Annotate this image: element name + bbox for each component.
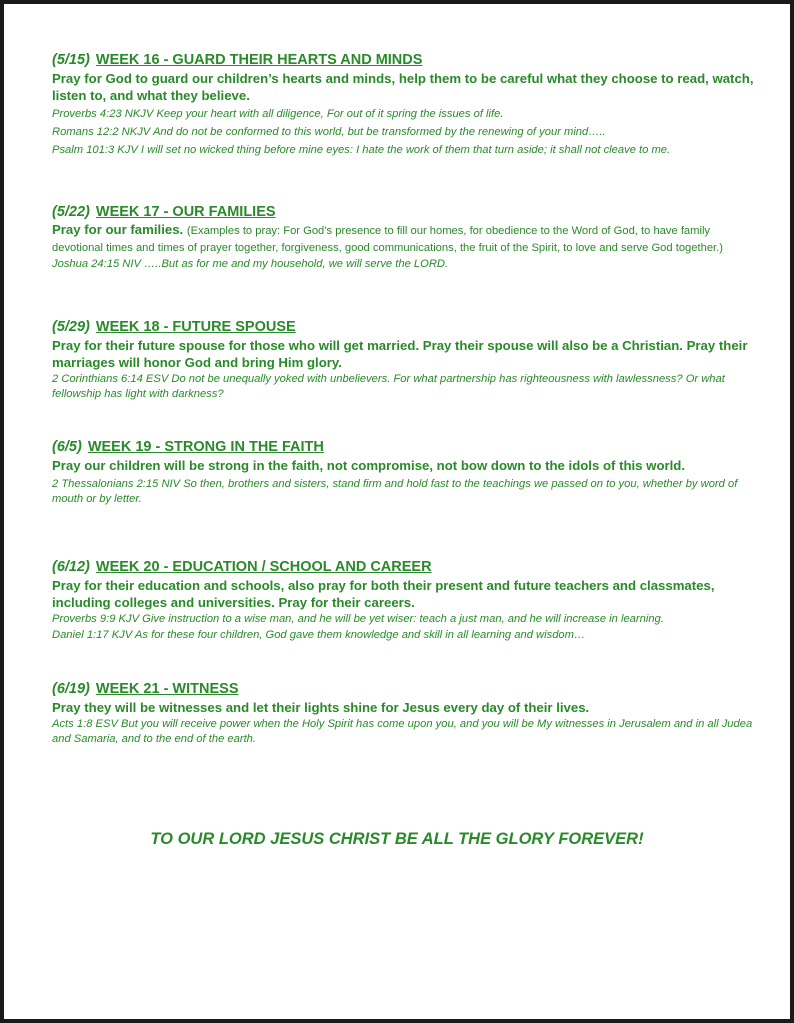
- section-prayer: [52, 222, 762, 256]
- prayer-note: (Examples to pray: For God’s presence to fill our homes, for obedience to the Word of God, to have family devotional times and times of prayer together, forgiveness, good communications, the fruit of the Spirit, to love and serve God together.): [52, 225, 723, 254]
- prayer-lead: Pray for our families.: [52, 222, 184, 237]
- section-prayer: Pray they will be witnesses and let their lights shine for Jesus every day of their lives.: [52, 700, 590, 715]
- verse: Joshua 24:15 NIV …..But as for me and my household, we will serve the LORD.: [52, 258, 449, 270]
- section-prayer: Pray for their education and schools, also pray for both their present and future teachers and classmates, including colleges and universities. Pray for their careers.: [52, 578, 715, 610]
- section-title: WEEK 18 - FUTURE SPOUSE: [95, 319, 296, 335]
- verse: 2 Corinthians 6:14 ESV Do not be unequally yoked with unbelievers. For what partnership has righteousness with lawlessness? Or what fellowship has light with darkness?: [52, 373, 725, 400]
- verse: 2 Thessalonians 2:15 NIV So then, brothers and sisters, stand firm and hold fast to the teachings we passed on to you, whether by word of mouth or by letter.: [52, 478, 738, 505]
- section-heading: [52, 681, 762, 698]
- verse: Proverbs 4:23 NKJV Keep your heart with all diligence, For out of it spring the issues of life.: [52, 108, 504, 120]
- verse: Romans 12:2 NKJV And do not be conformed to this world, but be transformed by the renewing of your mind…..: [52, 126, 606, 138]
- section-date: (5/15): [52, 52, 90, 68]
- section-heading: [52, 204, 762, 221]
- section-week-17: [52, 204, 762, 272]
- section-date: (6/19): [52, 681, 90, 697]
- section-title: WEEK 20 - EDUCATION / SCHOOL AND CAREER: [95, 559, 432, 575]
- section-date: (5/22): [52, 204, 90, 220]
- section-date: (5/29): [52, 319, 90, 335]
- section-prayer: Pray our children will be strong in the faith, not compromise, not bow down to the idols of this world.: [52, 458, 686, 473]
- section-title: WEEK 19 - STRONG IN THE FAITH: [87, 439, 324, 455]
- section-heading: [52, 52, 762, 69]
- document-page: [4, 4, 790, 1019]
- section-heading: [52, 559, 762, 576]
- section-heading: [52, 319, 762, 336]
- section-week-21: [52, 681, 762, 747]
- verse: Acts 1:8 ESV But you will receive power when the Holy Spirit has come upon you, and you will be My witnesses in Jerusalem and in all Judea and Samaria, and to the end of the earth.: [52, 718, 753, 745]
- section-date: (6/12): [52, 559, 90, 575]
- verse: Daniel 1:17 KJV As for these four children, God gave them knowledge and skill in all learning and wisdom…: [52, 629, 586, 641]
- section-prayer: Pray for God to guard our children’s hearts and minds, help them to be careful what they choose to read, watch, listen to, and what they believe.: [52, 71, 754, 103]
- verse: Psalm 101:3 KJV I will set no wicked thing before mine eyes: I hate the work of them that turn aside; it shall not cleave to me.: [52, 144, 671, 156]
- section-prayer: Pray for their future spouse for those who will get married. Pray their spouse will also be a Christian. Pray their marriages will honor God and bring Him glory.: [52, 338, 748, 370]
- section-date: (6/5): [52, 439, 82, 455]
- section-title: WEEK 17 - OUR FAMILIES: [95, 204, 276, 220]
- section-week-19: [52, 439, 762, 507]
- section-heading: [52, 439, 762, 456]
- section-week-16: [52, 52, 762, 158]
- section-title: WEEK 16 - GUARD THEIR HEARTS AND MINDS: [95, 52, 423, 68]
- section-week-20: [52, 559, 762, 643]
- section-title: WEEK 21 - WITNESS: [95, 681, 239, 697]
- section-week-18: [52, 319, 762, 402]
- verse: Proverbs 9:9 KJV Give instruction to a wise man, and he will be yet wiser: teach a just man, and he will increase in learning.: [52, 613, 664, 625]
- closing-doxology: TO OUR LORD JESUS CHRIST BE ALL THE GLORY FOREVER!: [150, 830, 644, 848]
